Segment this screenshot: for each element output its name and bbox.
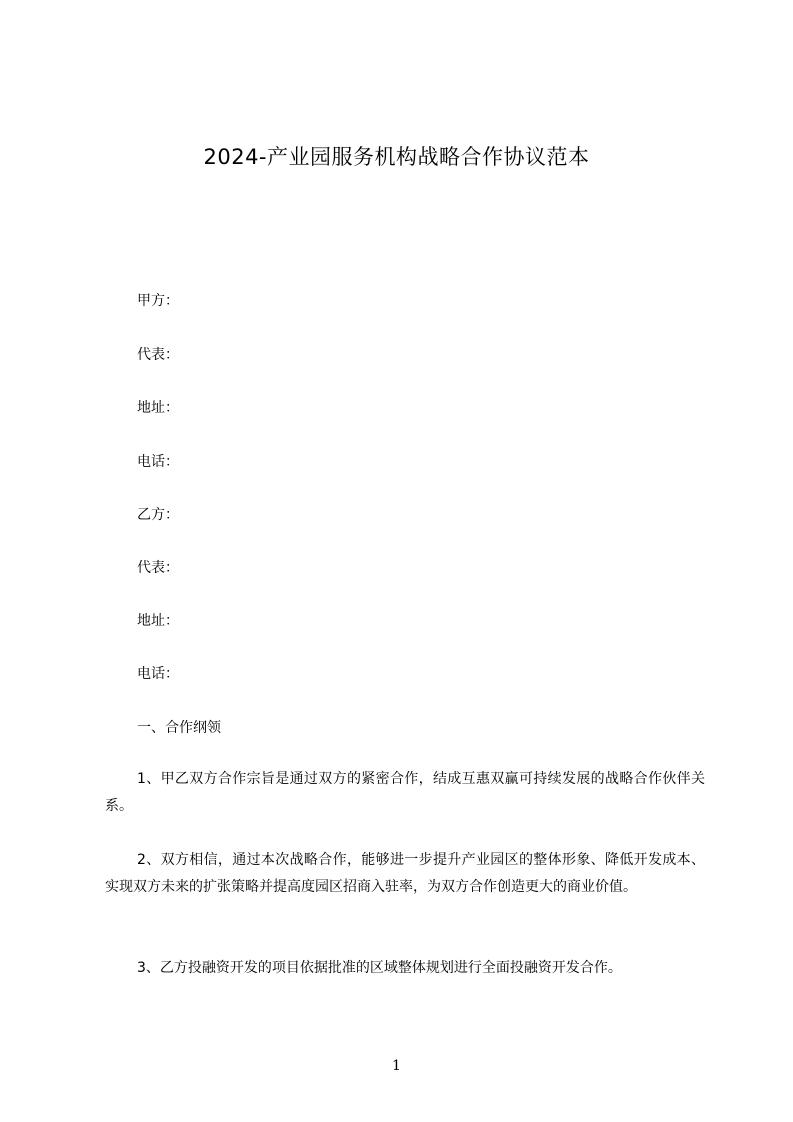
party-b-address-label: 地址： (137, 613, 179, 629)
paragraph-1: 1、甲乙双方合作宗旨是通过双方的紧密合作，结成互惠双赢可持续发展的战略合作伙伴关系。 (105, 771, 705, 814)
party-a-representative-label: 代表： (137, 347, 179, 363)
paragraph-2: 2、双方相信，通过本次战略合作，能够进一步提升产业园区的整体形象、降低开发成本、实现双方未来的扩张策略并提高度园区招商入驻率，为双方合作创造更大的商业价值。 (105, 852, 705, 895)
party-a-label: 甲方： (137, 293, 179, 309)
party-b-phone-label: 电话： (137, 666, 179, 682)
document-title: 2024-产业园服务机构战略合作协议范本 (203, 145, 590, 169)
party-b-representative-label: 代表： (137, 560, 179, 576)
party-a-address-label: 地址： (137, 400, 179, 416)
party-b-label: 乙方： (137, 507, 179, 523)
party-a-phone-label: 电话： (137, 454, 179, 470)
paragraph-3: 3、乙方投融资开发的项目依据批准的区域整体规划进行全面投融资开发合作。 (137, 960, 622, 976)
section-heading: 一、合作纲领 (137, 720, 221, 736)
page-number: 1 (392, 1058, 401, 1074)
